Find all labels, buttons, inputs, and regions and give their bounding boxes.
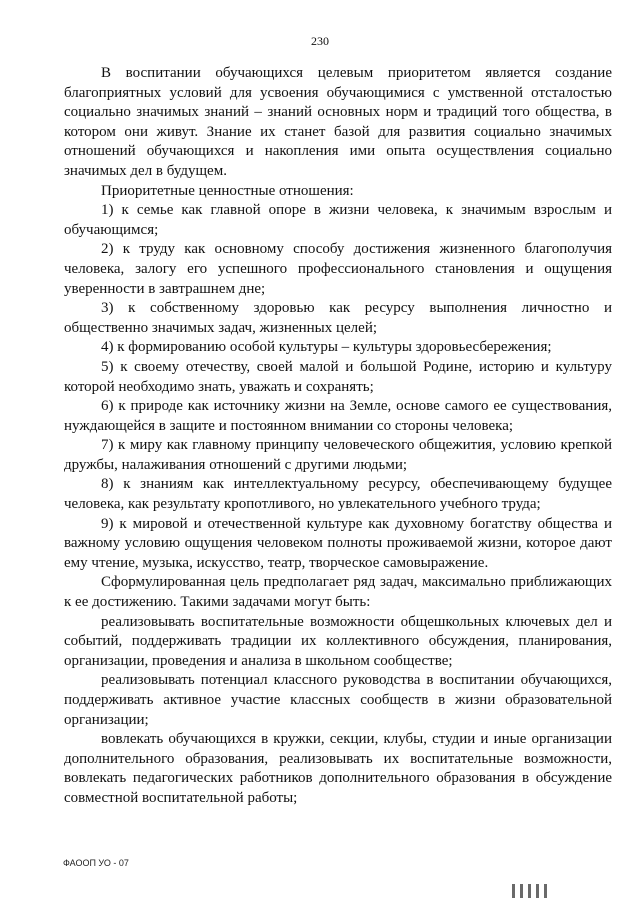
value-item-2: 2) к труду как основному способу достижения жизненного благополучия человека, залогу его успешного профессионального становления и ощущения уверенности в завтрашнем дне; — [64, 241, 612, 297]
value-item-3: 3) к собственному здоровью как ресурсу выполнения личностно и общественно значимых задач, жизненных целей; — [64, 300, 612, 336]
document-body — [64, 64, 612, 809]
page-number: 230 — [311, 34, 329, 48]
scan-mark — [512, 884, 515, 898]
value-item-8: 8) к знаниям как интеллектуальному ресурсу, обеспечивающему будущее человека, как результату кропотливого, но увлекательного учебного труда; — [64, 476, 612, 513]
scan-mark — [536, 884, 539, 898]
value-item-9: 9) к мировой и отечественной культуре как духовному богатству общества и важному условию ощущения человеком полноты проживаемой жизни, которое дают ему чтение, музыка, искусство, театр, творческое самовыражение. — [64, 515, 612, 571]
task-item-1: реализовывать воспитательные возможности общешкольных ключевых дел и событий, поддерживать традиции их коллективного обсуждения, планирования, организации, проведения и анализа в школьном сообществе; — [64, 613, 612, 669]
value-item-1: 1) к семье как главной опоре в жизни человека, к значимым взрослым и обучающимся; — [64, 202, 612, 238]
scan-mark — [520, 884, 523, 898]
scan-mark — [544, 884, 547, 898]
task-item-2: реализовывать потенциал классного руководства в воспитании обучающихся, поддерживать активное участие классных сообществ в жизни образовательной организации; — [64, 672, 612, 728]
value-item-7: 7) к миру как главному принципу человеческого общежития, условию крепкой дружбы, налаживания отношений с другими людьми; — [64, 437, 612, 473]
task-item-3: вовлекать обучающихся в кружки, секции, клубы, студии и иные организации дополнительного образования, реализовывать их воспитательные возможности, вовлекать педагогических работников дополнительного образования в обсуждение совместной воспитательной работы; — [64, 731, 612, 806]
footer-document-code: ФАООП УО - 07 — [63, 858, 129, 868]
intro-paragraph: В воспитании обучающихся целевым приоритетом является создание благоприятных условий для усвоения обучающимися с умственной отсталостью социально значимых знаний – знаний основных норм и традиций того общества, в котором они живут. Знание их станет базой для развития социально значимых отношений обучающихся и накопления ими опыта осуществления социально значимых дел в будущем. — [64, 65, 612, 179]
scan-mark — [528, 884, 531, 898]
scan-edge-marks — [512, 884, 568, 898]
value-item-6: 6) к природе как источнику жизни на Земле, основе самого ее существования, нуждающейся в защите и постоянном внимании со стороны человека; — [64, 398, 612, 434]
goal-tasks-paragraph: Сформулированная цель предполагает ряд задач, максимально приближающих к ее достижению. Такими задачами могут быть: — [64, 574, 612, 611]
value-item-4: 4) к формированию особой культуры – культуры здоровьесбережения; — [101, 339, 552, 356]
value-item-5: 5) к своему отечеству, своей малой и большой Родине, историю и культуру которой необходимо знать, уважать и сохранять; — [64, 358, 612, 395]
priority-values-heading: Приоритетные ценностные отношения: — [101, 182, 354, 199]
